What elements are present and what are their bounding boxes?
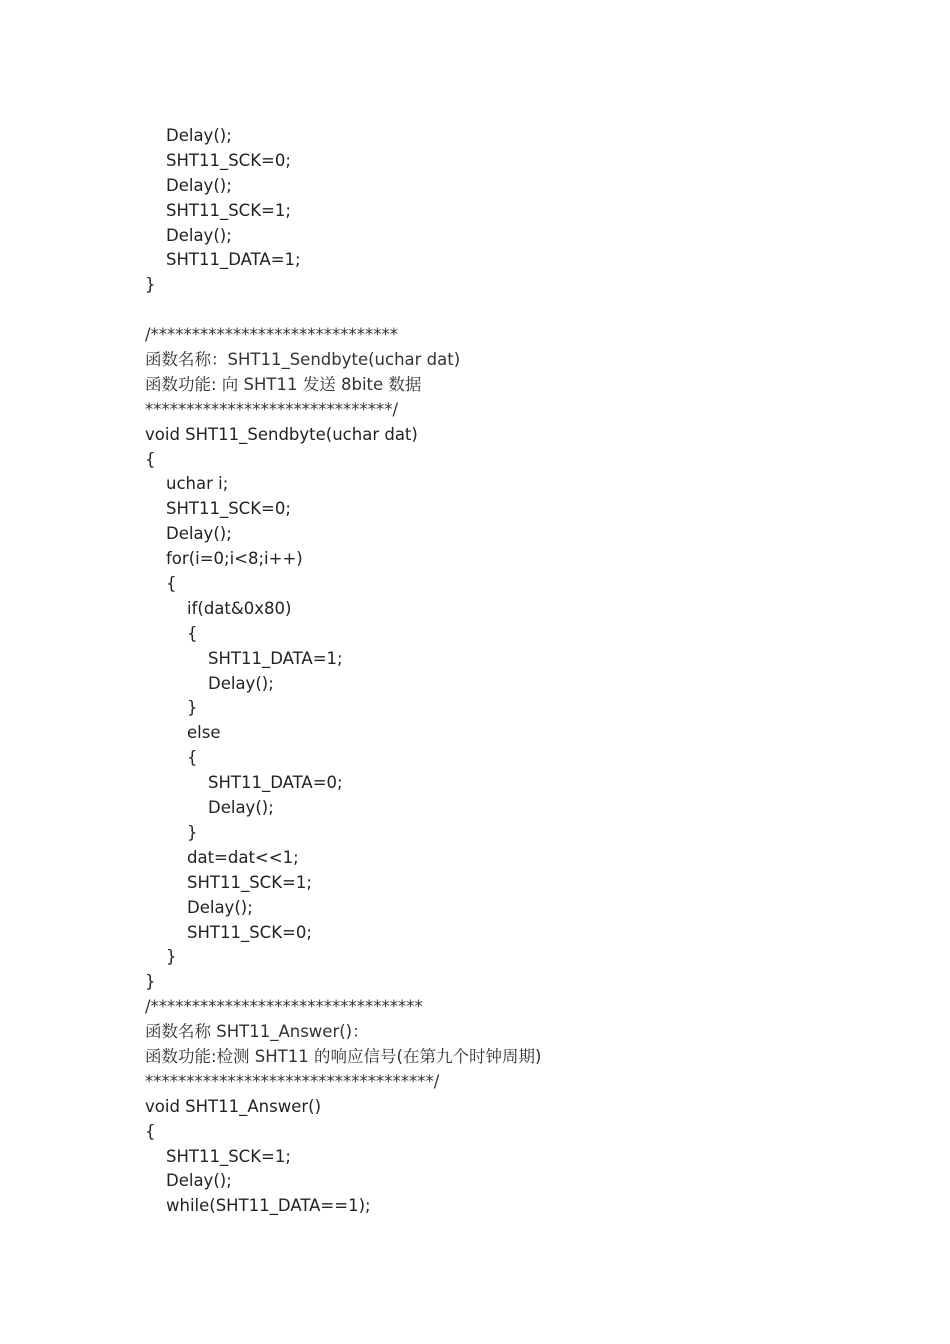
code-line: dat=dat<<1; xyxy=(187,847,299,867)
code-line: } xyxy=(187,698,198,718)
code-line: SHT11_DATA=1; xyxy=(166,250,301,270)
code-line: Delay(); xyxy=(187,897,253,917)
comment-line: ***********************************/ xyxy=(145,1071,440,1091)
code-line: void SHT11_Sendbyte(uchar dat) xyxy=(145,424,418,444)
comment-line: 函数名称 SHT11_Answer()： xyxy=(145,1022,369,1042)
comment-line: 函数名称：SHT11_Sendbyte(uchar dat) xyxy=(145,350,461,370)
code-line: if(dat&0x80) xyxy=(187,598,292,618)
code-line: } xyxy=(145,275,156,295)
code-line: Delay(); xyxy=(166,225,232,245)
comment-line: /****************************** xyxy=(145,325,399,345)
code-line: SHT11_SCK=1; xyxy=(166,200,291,220)
code-line: SHT11_SCK=0; xyxy=(166,150,291,170)
code-line: Delay(); xyxy=(166,126,232,145)
comment-line: /********************************* xyxy=(145,997,423,1017)
code-line: SHT11_DATA=0; xyxy=(208,773,343,793)
code-listing xyxy=(145,124,541,1219)
code-line: { xyxy=(187,748,198,768)
code-line: Delay(); xyxy=(208,673,274,693)
code-line: { xyxy=(166,574,177,594)
code-line: SHT11_SCK=0; xyxy=(187,922,312,942)
code-line: while(SHT11_DATA==1); xyxy=(166,1196,371,1216)
code-line: else xyxy=(187,723,221,743)
code-line: Delay(); xyxy=(208,798,274,818)
comment-line: 函数功能: 向 SHT11 发送 8bite 数据 xyxy=(145,374,422,394)
code-line: SHT11_SCK=0; xyxy=(166,499,291,519)
code-line: uchar i; xyxy=(166,474,229,494)
code-line: Delay(); xyxy=(166,524,232,544)
code-line: SHT11_SCK=1; xyxy=(166,1146,291,1166)
code-line: } xyxy=(166,947,177,967)
code-line: Delay(); xyxy=(166,1171,232,1191)
comment-line: 函数功能:检测 SHT11 的响应信号(在第九个时钟周期) xyxy=(145,1046,542,1066)
code-line: Delay(); xyxy=(166,175,232,195)
code-line: { xyxy=(187,623,198,643)
code-line: { xyxy=(145,1121,156,1141)
code-line: } xyxy=(145,972,156,992)
blank-line xyxy=(145,298,541,323)
code-line: SHT11_SCK=1; xyxy=(187,872,312,892)
code-line: for(i=0;i<8;i++) xyxy=(166,549,303,569)
code-line: } xyxy=(187,822,198,842)
code-line: void SHT11_Answer() xyxy=(145,1096,322,1116)
comment-line: ******************************/ xyxy=(145,399,399,419)
code-line: { xyxy=(145,449,156,469)
code-line: SHT11_DATA=1; xyxy=(208,648,343,668)
